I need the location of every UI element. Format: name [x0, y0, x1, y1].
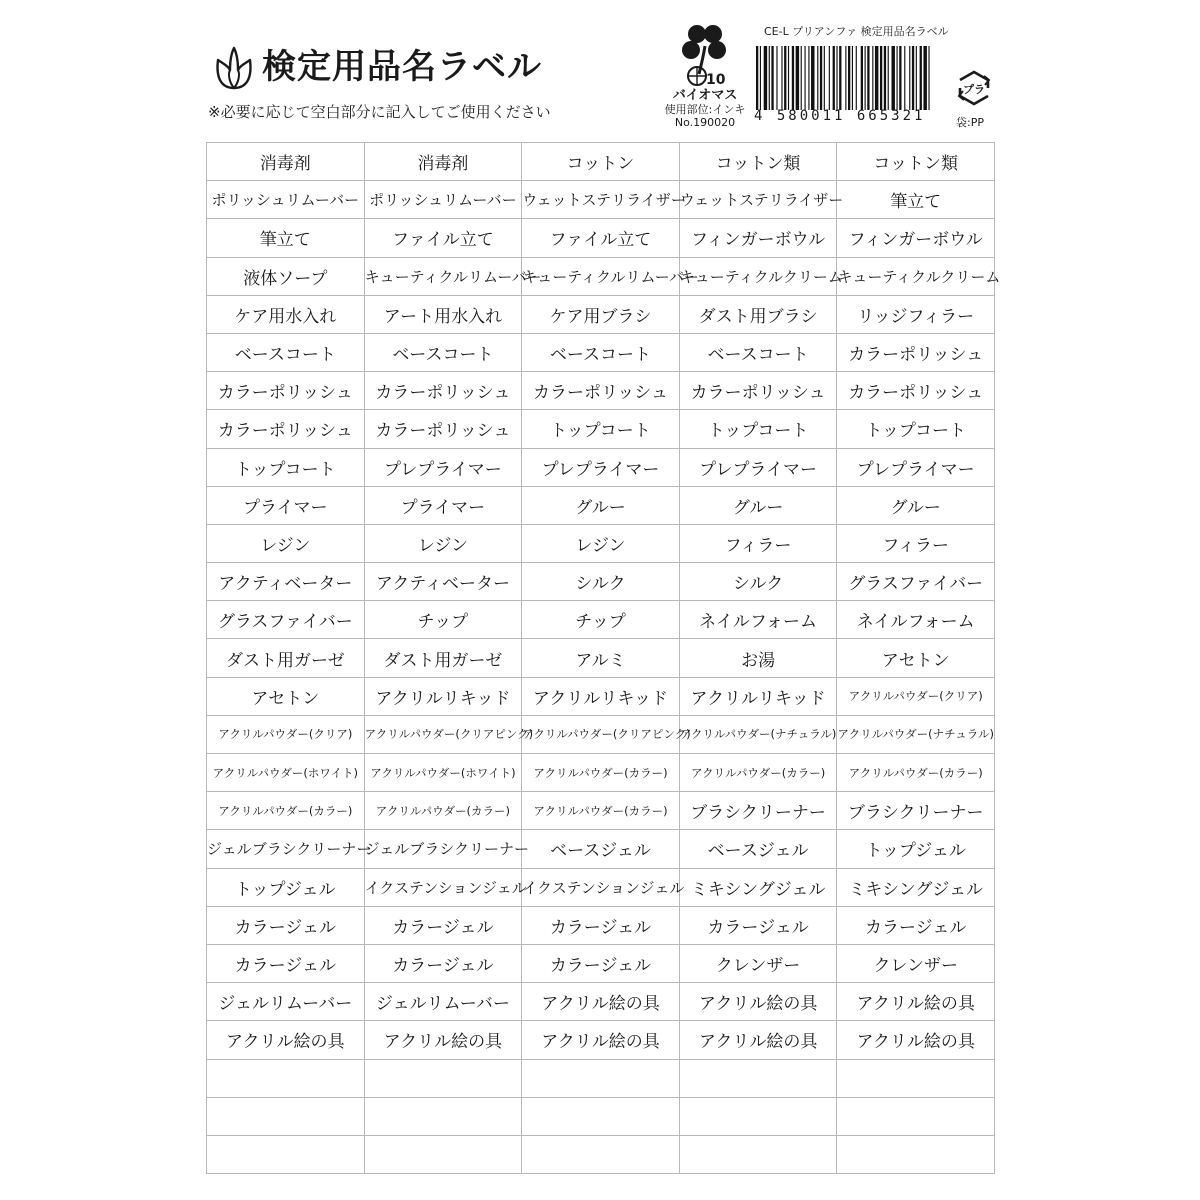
label-row [207, 601, 995, 639]
barcode-bar [839, 46, 841, 110]
label-row [207, 983, 995, 1021]
barcode-bar [764, 46, 767, 110]
barcode-bar [845, 46, 846, 110]
label-cell: カラーポリッシュ [364, 410, 522, 448]
label-cell: ダスト用ブラシ [679, 295, 837, 333]
label-cell: トップコート [837, 410, 995, 448]
label-cell: キューティクルリムーバー [364, 257, 522, 295]
label-cell: カラーポリッシュ [679, 372, 837, 410]
label-cell: アクリルパウダー(カラー) [522, 792, 680, 830]
label-cell: ネイルフォーム [679, 601, 837, 639]
label-cell: カラーポリッシュ [364, 372, 522, 410]
barcode-bar [884, 46, 886, 110]
label-cell: ファイル立て [364, 219, 522, 257]
label-row [207, 181, 995, 219]
blank-label-cell[interactable] [207, 1135, 365, 1173]
label-cell: ベースジェル [679, 830, 837, 868]
barcode-bar [784, 46, 786, 110]
label-cell: ミキシングジェル [679, 868, 837, 906]
label-cell: グラスファイバー [837, 563, 995, 601]
label-row [207, 754, 995, 792]
label-cell: カラーポリッシュ [837, 372, 995, 410]
label-cell: 消毒剤 [364, 143, 522, 181]
label-row [207, 219, 995, 257]
barcode-bar [776, 46, 777, 110]
label-cell: アクリル絵の具 [679, 983, 837, 1021]
label-cell: ネイルフォーム [837, 601, 995, 639]
label-cell: グルー [837, 486, 995, 524]
label-cell: アセトン [207, 677, 365, 715]
label-cell: アクリルパウダー(カラー) [837, 754, 995, 792]
label-cell: ポリッシュリムーバー [364, 181, 522, 219]
label-row [207, 143, 995, 181]
label-cell: アクリルリキッド [364, 677, 522, 715]
label-cell: 消毒剤 [207, 143, 365, 181]
label-cell: 液体ソープ [207, 257, 365, 295]
label-cell: プライマー [364, 486, 522, 524]
barcode-bar [872, 46, 873, 110]
page-title: 検定用品名ラベル [262, 47, 542, 87]
label-cell: ジェルリムーバー [207, 983, 365, 1021]
label-row [207, 677, 995, 715]
label-cell: アクリル絵の具 [207, 1021, 365, 1059]
label-cell: アクリルパウダー(ホワイト) [364, 754, 522, 792]
label-row [207, 830, 995, 868]
label-cell: ジェルブラシクリーナー [364, 830, 522, 868]
barcode-bar [805, 46, 806, 110]
blank-label-cell[interactable] [679, 1135, 837, 1173]
barcode-bar [912, 46, 914, 110]
barcode-bar [865, 46, 866, 110]
label-cell: アート用水入れ [364, 295, 522, 333]
barcode-bar [829, 46, 830, 110]
label-cell: ベースコート [207, 333, 365, 371]
barcode-bar [817, 46, 818, 110]
label-cell: アクリルパウダー(ナチュラル) [679, 715, 837, 753]
label-cell: ダスト用ガーゼ [207, 639, 365, 677]
label-row [207, 372, 995, 410]
label-cell: プレプライマー [364, 448, 522, 486]
label-cell: ベースコート [522, 333, 680, 371]
label-cell: キューティクルクリーム [679, 257, 837, 295]
label-cell: キューティクルリムーバー [522, 257, 680, 295]
barcode-bar [880, 46, 882, 110]
label-cell: フィラー [837, 524, 995, 562]
label-row [207, 524, 995, 562]
label-cell: ブラシクリーナー [679, 792, 837, 830]
label-cell: フィラー [679, 524, 837, 562]
barcode-bar [856, 46, 857, 110]
label-cell: カラーポリッシュ [837, 333, 995, 371]
label-cell: カラージェル [207, 944, 365, 982]
label-row [207, 868, 995, 906]
blank-label-cell[interactable] [679, 1097, 837, 1135]
label-cell: ジェルブラシクリーナー [207, 830, 365, 868]
label-row [207, 333, 995, 371]
label-cell: トップコート [679, 410, 837, 448]
label-cell: カラージェル [207, 906, 365, 944]
label-cell: アクリルパウダー(ホワイト) [207, 754, 365, 792]
label-cell: カラージェル [364, 906, 522, 944]
label-cell: プライマー [207, 486, 365, 524]
label-cell: グルー [522, 486, 680, 524]
label-row [207, 257, 995, 295]
barcode-bar [852, 46, 853, 110]
barcode-bar [792, 46, 794, 110]
barcode-number: 4 580011 665321 [754, 108, 926, 124]
blank-label-cell[interactable] [364, 1135, 522, 1173]
label-cell: フィンガーボウル [837, 219, 995, 257]
tulip-logo-icon [212, 44, 256, 92]
label-cell: コットン類 [679, 143, 837, 181]
barcode-bar [824, 46, 825, 110]
label-cell: アクリル絵の具 [679, 1021, 837, 1059]
barcode-bar [771, 46, 773, 110]
blank-label-cell[interactable] [207, 1097, 365, 1135]
label-cell: ミキシングジェル [837, 868, 995, 906]
label-cell: シルク [679, 563, 837, 601]
label-cell: コットン類 [837, 143, 995, 181]
barcode [754, 46, 934, 110]
label-cell: アクリルパウダー(カラー) [679, 754, 837, 792]
barcode-bar [875, 46, 878, 110]
label-cell: クレンザー [679, 944, 837, 982]
label-cell: アクリルパウダー(ナチュラル) [837, 715, 995, 753]
label-cell: クレンザー [837, 944, 995, 982]
label-cell: レジン [522, 524, 680, 562]
label-cell: コットン [522, 143, 680, 181]
label-cell: ケア用ブラシ [522, 295, 680, 333]
label-cell: プレプライマー [522, 448, 680, 486]
barcode-bar [899, 46, 901, 110]
barcode-bar [756, 46, 758, 110]
biomass-label: バイオマス [672, 88, 738, 103]
barcode-bar [892, 46, 895, 110]
label-row [207, 295, 995, 333]
label-row [207, 563, 995, 601]
label-cell: フィンガーボウル [679, 219, 837, 257]
label-cell: ブラシクリーナー [837, 792, 995, 830]
barcode-bar [836, 46, 837, 110]
barcode-bar [811, 46, 814, 110]
label-cell: 筆立て [207, 219, 365, 257]
label-row [207, 944, 995, 982]
label-cell: ファイル立て [522, 219, 680, 257]
barcode-bar [928, 46, 929, 110]
barcode-bar [848, 46, 850, 110]
biomass-mark [664, 22, 746, 130]
label-cell: ベースコート [364, 333, 522, 371]
label-cell: シルク [522, 563, 680, 601]
label-cell: プレプライマー [679, 448, 837, 486]
blank-label-cell[interactable] [837, 1097, 995, 1135]
label-row [207, 448, 995, 486]
label-cell: カラーポリッシュ [522, 372, 680, 410]
label-cell: トップジェル [837, 830, 995, 868]
label-row [207, 639, 995, 677]
label-cell: グルー [679, 486, 837, 524]
barcode-bar [916, 46, 917, 110]
blank-label-cell[interactable] [837, 1059, 995, 1097]
label-cell: アクリルパウダー(クリアピンク) [522, 715, 680, 753]
label-cell: ジェルリムーバー [364, 983, 522, 1021]
blank-label-cell[interactable] [837, 1135, 995, 1173]
label-row [207, 1097, 995, 1135]
label-cell: ウェットステリライザー [679, 181, 837, 219]
label-grid [206, 142, 1001, 1174]
bag-material: 袋:PP [956, 116, 984, 129]
label-cell: チップ [522, 601, 680, 639]
label-row [207, 486, 995, 524]
barcode-bar [781, 46, 782, 110]
label-cell: アクリル絵の具 [837, 983, 995, 1021]
label-cell: カラージェル [364, 944, 522, 982]
label-cell: トップコート [522, 410, 680, 448]
label-cell: アクティベーター [207, 563, 365, 601]
label-cell: カラーポリッシュ [207, 410, 365, 448]
label-cell: イクステンションジェル [364, 868, 522, 906]
label-cell: リッジフィラー [837, 295, 995, 333]
label-cell: レジン [207, 524, 365, 562]
recycle-mark-label: プラ [963, 83, 985, 96]
biomass-leaf-icon [677, 22, 733, 88]
label-cell: アクリルパウダー(カラー) [522, 754, 680, 792]
barcode-bar [801, 46, 802, 110]
barcode-bar [769, 46, 770, 110]
barcode-bar [861, 46, 863, 110]
label-cell: お湯 [679, 639, 837, 677]
label-cell: ポリッシュリムーバー [207, 181, 365, 219]
blank-label-cell[interactable] [522, 1135, 680, 1173]
barcode-bar [760, 46, 761, 110]
blank-label-cell[interactable] [364, 1097, 522, 1135]
label-cell: アルミ [522, 639, 680, 677]
product-code: CE-L プリアンファ 検定用品名ラベル [764, 25, 949, 38]
barcode-bar [909, 46, 910, 110]
label-cell: トップジェル [207, 868, 365, 906]
label-cell: レジン [364, 524, 522, 562]
label-cell: チップ [364, 601, 522, 639]
label-cell: グラスファイバー [207, 601, 365, 639]
label-row [207, 715, 995, 753]
label-cell: アクリル絵の具 [522, 983, 680, 1021]
biomass-usage: 使用部位:インキ [664, 103, 746, 116]
blank-label-cell[interactable] [207, 1059, 365, 1097]
label-cell: イクステンションジェル [522, 868, 680, 906]
label-cell: ベースコート [679, 333, 837, 371]
usage-note: ※必要に応じて空白部分に記入してご使用ください [208, 103, 551, 121]
barcode-bar [788, 46, 789, 110]
label-cell: アクリルパウダー(クリアピンク) [364, 715, 522, 753]
barcode-bar [888, 46, 889, 110]
recycle-mark-icon [952, 66, 996, 110]
label-row [207, 1059, 995, 1097]
label-cell: カラージェル [522, 944, 680, 982]
label-row [207, 792, 995, 830]
label-cell: アクリルパウダー(カラー) [364, 792, 522, 830]
biomass-reg-no: No.190020 [674, 116, 736, 129]
label-cell: アクリルパウダー(クリア) [207, 715, 365, 753]
blank-label-cell[interactable] [522, 1059, 680, 1097]
label-cell: アクリルリキッド [522, 677, 680, 715]
label-cell: トップコート [207, 448, 365, 486]
label-row [207, 906, 995, 944]
barcode-bar [867, 46, 869, 110]
barcode-bar [796, 46, 799, 110]
label-cell: アクリルパウダー(クリア) [837, 677, 995, 715]
label-cell: 筆立て [837, 181, 995, 219]
label-cell: プレプライマー [837, 448, 995, 486]
barcode-bar [820, 46, 822, 110]
label-cell: カラージェル [837, 906, 995, 944]
label-row [207, 1135, 995, 1173]
label-cell: ダスト用ガーゼ [364, 639, 522, 677]
barcode-bar [904, 46, 905, 110]
barcode-bar [920, 46, 922, 110]
label-cell: カラーポリッシュ [207, 372, 365, 410]
barcode-bar [833, 46, 835, 110]
label-cell: ケア用水入れ [207, 295, 365, 333]
biomass-number: 10 [706, 72, 726, 88]
label-row [207, 410, 995, 448]
label-cell: カラージェル [679, 906, 837, 944]
blank-label-cell[interactable] [522, 1097, 680, 1135]
label-cell: アセトン [837, 639, 995, 677]
label-cell: ベースジェル [522, 830, 680, 868]
barcode-bar [808, 46, 809, 110]
label-cell: アクリルリキッド [679, 677, 837, 715]
barcode-bar [923, 46, 926, 110]
sheet-header [0, 0, 1200, 140]
blank-label-cell[interactable] [364, 1059, 522, 1097]
blank-label-cell[interactable] [679, 1059, 837, 1097]
label-cell: ウェットステリライザー [522, 181, 680, 219]
label-cell: アクリルパウダー(カラー) [207, 792, 365, 830]
label-cell: カラージェル [522, 906, 680, 944]
label-cell: アクティベーター [364, 563, 522, 601]
label-cell: アクリル絵の具 [364, 1021, 522, 1059]
label-cell: キューティクルクリーム [837, 257, 995, 295]
label-cell: アクリル絵の具 [837, 1021, 995, 1059]
label-row [207, 1021, 995, 1059]
label-cell: アクリル絵の具 [522, 1021, 680, 1059]
barcode-bar [897, 46, 898, 110]
